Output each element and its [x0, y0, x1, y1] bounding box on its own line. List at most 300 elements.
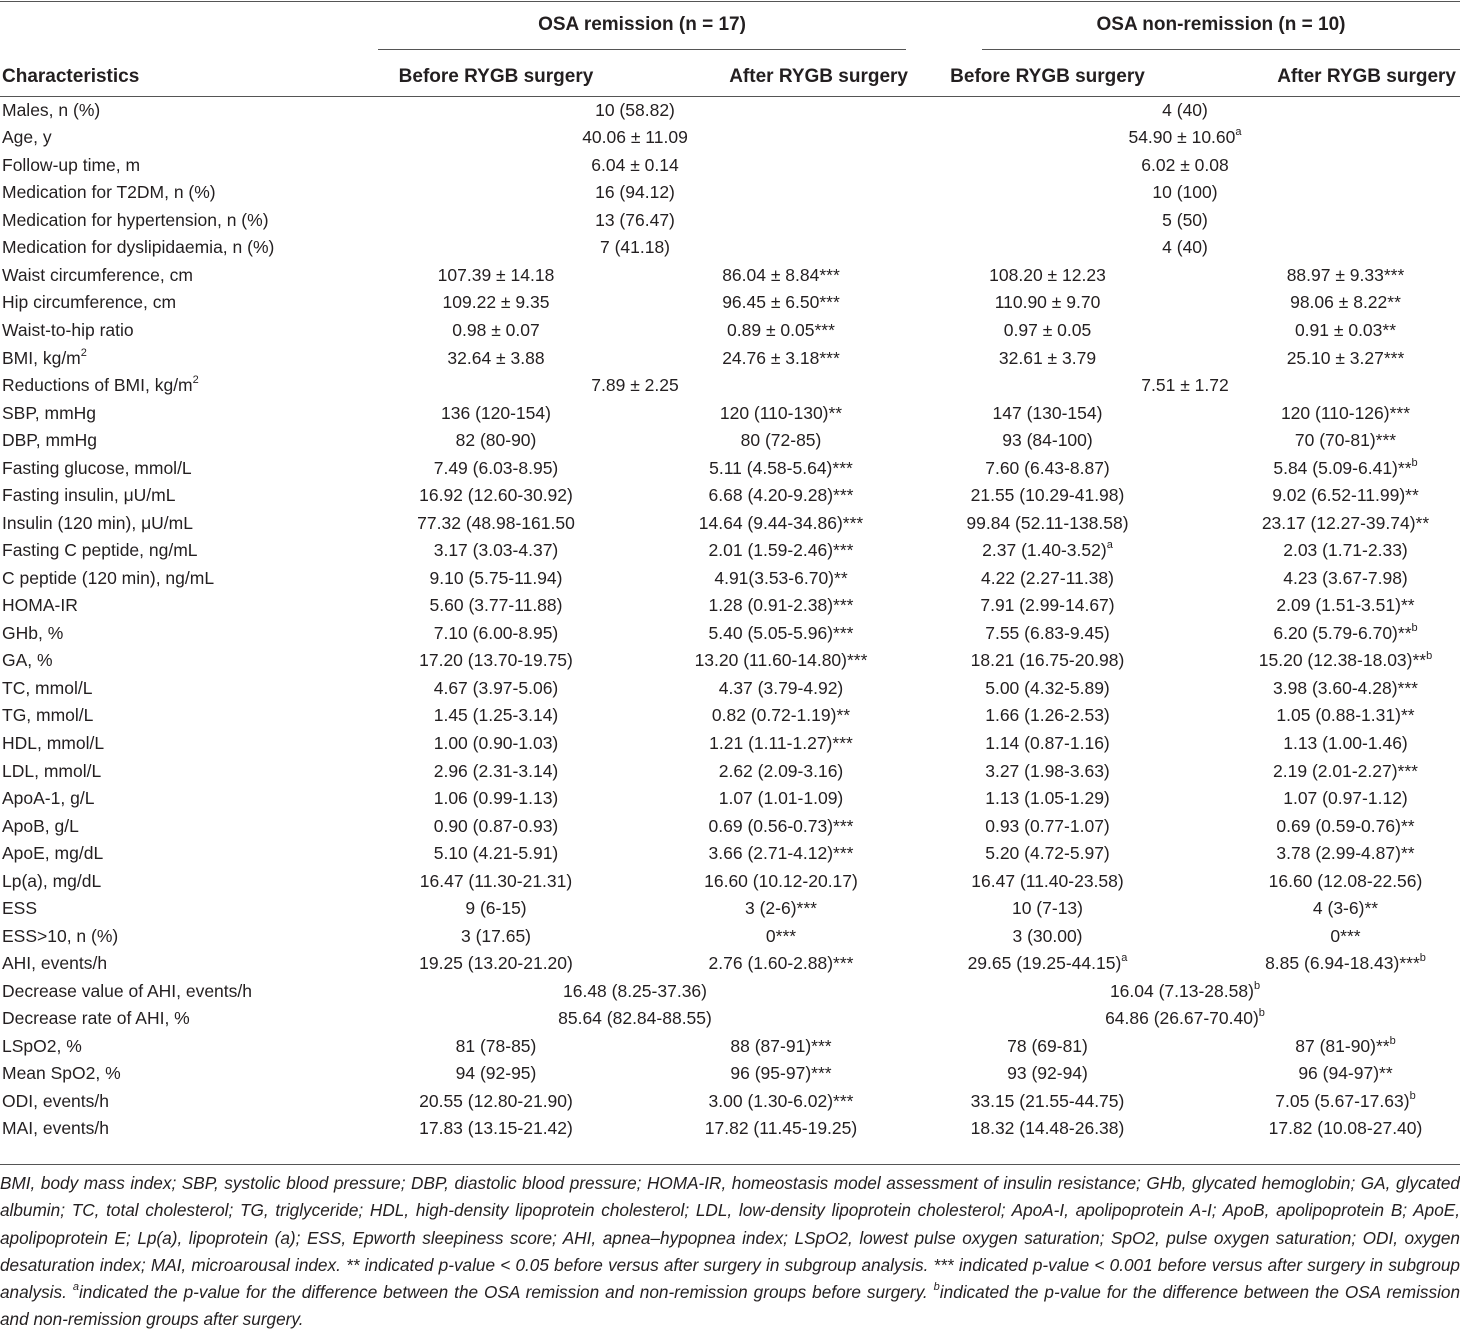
non-remission-after-cell [1185, 647, 1460, 675]
remission-after-cell-value: 24.76 ± 3.18*** [722, 347, 840, 368]
remission-before-cell-value: 81 (78-85) [455, 1035, 537, 1056]
remission-before-cell-value: 2.96 (2.31-3.14) [433, 760, 559, 781]
row-label [0, 537, 360, 565]
remission-before-cell [360, 784, 632, 812]
table-row [0, 1060, 1460, 1088]
table-row [0, 179, 1460, 207]
remission-after-cell-value: 3.00 (1.30-6.02)*** [708, 1090, 854, 1111]
non-remission-after-cell-value: 98.06 ± 8.22** [1290, 292, 1401, 313]
remission-before-cell [360, 426, 632, 454]
remission-before-cell [360, 481, 632, 509]
non-remission-after-cell [1185, 812, 1460, 840]
row-label [0, 344, 360, 372]
row-label-text: Insulin (120 min), μU/mL [2, 512, 193, 533]
non-remission-before-cell [910, 261, 1185, 289]
table-row [0, 647, 1460, 675]
non-remission-after-cell-value: 6.20 (5.79-6.70)** [1273, 622, 1412, 643]
row-label-text: ApoA-1, g/L [2, 788, 95, 809]
remission-after-cell-value: 96 (95-97)*** [730, 1063, 832, 1084]
remission-before-cell-value: 1.00 (0.90-1.03) [433, 732, 559, 753]
non-remission-before-cell-value: 33.15 (21.55-44.75) [970, 1090, 1125, 1111]
non-remission-after-cell-superscript: b [1409, 1090, 1416, 1103]
remission-before-cell [360, 564, 632, 592]
non-remission-before-cell [910, 1115, 1185, 1143]
non-remission-after-cell-value: 15.20 (12.38-18.03)** [1258, 650, 1427, 671]
remission-before-cell-value: 3 (17.65) [460, 925, 532, 946]
row-label-text: Fasting glucose, mmol/L [2, 457, 192, 478]
remission-after-cell-value: 13.20 (11.60-14.80)*** [694, 650, 868, 671]
row-label [0, 702, 360, 730]
non-remission-after-cell-value: 3.78 (2.99-4.87)** [1276, 843, 1415, 864]
non-remission-merged-cell-superscript: a [1235, 126, 1242, 139]
remission-before-cell [360, 702, 632, 730]
remission-before-cell [360, 344, 632, 372]
remission-after-cell [632, 1060, 910, 1088]
remission-before-cell [360, 619, 632, 647]
remission-before-cell [360, 922, 632, 950]
non-remission-after-cell [1185, 867, 1460, 895]
table-row [0, 481, 1460, 509]
non-remission-after-cell-value: 4 (3-6)** [1312, 898, 1379, 919]
row-label-text: ApoE, mg/dL [2, 843, 104, 864]
non-remission-after-cell-superscript: b [1389, 1035, 1396, 1047]
non-remission-before-cell-value: 93 (92-94) [1007, 1063, 1088, 1084]
non-remission-after-cell [1185, 481, 1460, 509]
non-remission-after-cell [1185, 619, 1460, 647]
characteristics-table [0, 58, 1460, 1142]
table-row [0, 894, 1460, 922]
remission-after-cell-value: 0*** [765, 925, 797, 946]
row-label [0, 261, 360, 289]
remission-after-cell-value: 4.91(3.53-6.70)** [714, 567, 848, 588]
column-header-row [0, 58, 1460, 96]
non-remission-before-cell-superscript: a [1121, 952, 1128, 965]
non-remission-before-cell-value: 10 (7-13) [1011, 898, 1083, 919]
table-row [0, 206, 1460, 234]
remission-merged-cell-value: 6.04 ± 0.14 [591, 154, 679, 175]
row-label [0, 619, 360, 647]
remission-before-cell-value: 7.49 (6.03-8.95) [433, 457, 559, 478]
remission-before-cell [360, 894, 632, 922]
row-label-text: Waist-to-hip ratio [2, 320, 134, 341]
remission-before-cell [360, 454, 632, 482]
non-remission-after-cell-superscript: b [1426, 649, 1433, 662]
remission-before-cell [360, 509, 632, 537]
remission-before-cell [360, 647, 632, 675]
non-remission-after-cell [1185, 344, 1460, 372]
non-remission-after-cell [1185, 894, 1460, 922]
remission-before-cell [360, 1115, 632, 1143]
row-label-text: Medication for T2DM, n (%) [2, 182, 216, 203]
remission-before-cell [360, 261, 632, 289]
row-label-text: Mean SpO2, % [2, 1063, 121, 1084]
non-remission-after-cell-value: 2.09 (1.51-3.51)** [1276, 595, 1415, 616]
group-header-non-remission: OSA non-remission (n = 10) [1096, 14, 1346, 35]
remission-after-cell [632, 481, 910, 509]
non-remission-merged-cell-value: 5 (50) [1162, 209, 1208, 230]
row-label-text: Age, y [2, 127, 52, 148]
remission-before-cell [360, 839, 632, 867]
remission-before-cell [360, 1087, 632, 1115]
non-remission-before-cell [910, 757, 1185, 785]
remission-after-cell-value: 3 (2-6)*** [745, 898, 817, 919]
remission-merged-cell-value: 13 (76.47) [595, 209, 675, 230]
non-remission-merged-cell [910, 96, 1460, 124]
row-label [0, 977, 360, 1005]
remission-after-cell-value: 1.21 (1.11-1.27)*** [709, 732, 853, 753]
non-remission-before-cell [910, 894, 1185, 922]
non-remission-before-cell [910, 344, 1185, 372]
remission-before-cell [360, 867, 632, 895]
row-label-text: BMI, kg/m [2, 347, 81, 368]
remission-after-cell-value: 3.66 (2.71-4.12)*** [708, 843, 854, 864]
non-remission-after-cell-value: 96 (94-97)** [1298, 1063, 1393, 1084]
non-remission-before-cell-value: 0.93 (0.77-1.07) [985, 815, 1110, 836]
remission-merged-cell [360, 124, 910, 152]
remission-before-cell-value: 109.22 ± 9.35 [442, 292, 550, 313]
remission-before-cell-value: 17.83 (13.15-21.42) [419, 1118, 573, 1139]
row-label [0, 839, 360, 867]
row-label [0, 206, 360, 234]
row-label-text: Males, n (%) [2, 99, 101, 120]
non-remission-before-cell [910, 316, 1185, 344]
remission-merged-cell [360, 234, 910, 262]
non-remission-after-cell [1185, 784, 1460, 812]
table-row [0, 537, 1460, 565]
remission-merged-cell [360, 96, 910, 124]
remission-after-cell [632, 454, 910, 482]
column-header-non-remission-after: After RYGB surgery [1277, 66, 1456, 87]
non-remission-before-cell [910, 839, 1185, 867]
non-remission-before-cell [910, 647, 1185, 675]
row-label-text: LDL, mmol/L [2, 760, 102, 781]
non-remission-after-cell-value: 3.98 (3.60-4.28)*** [1273, 677, 1418, 698]
row-label [0, 1115, 360, 1143]
non-remission-after-cell [1185, 702, 1460, 730]
non-remission-merged-cell-value: 4 (40) [1162, 99, 1208, 120]
remission-after-cell [632, 509, 910, 537]
row-label-text: HOMA-IR [2, 595, 78, 616]
row-label-text: ESS>10, n (%) [2, 925, 119, 946]
table-row [0, 564, 1460, 592]
remission-merged-cell-value: 16.48 (8.25-37.36) [563, 980, 707, 1001]
non-remission-after-cell-superscript: b [1411, 622, 1418, 635]
row-label-text: Fasting C peptide, ng/mL [2, 540, 198, 561]
non-remission-merged-cell-value: 4 (40) [1162, 237, 1208, 258]
non-remission-after-cell [1185, 1115, 1460, 1143]
row-label-text: HDL, mmol/L [2, 732, 105, 753]
non-remission-before-cell [910, 537, 1185, 565]
remission-before-cell [360, 812, 632, 840]
footnote-a-marker: a [72, 1281, 79, 1294]
row-label-text: C peptide (120 min), ng/mL [2, 567, 215, 588]
non-remission-before-cell [910, 702, 1185, 730]
top-rule [0, 1, 1460, 2]
remission-after-cell-value: 16.60 (10.12-20.17) [704, 870, 858, 891]
non-remission-before-cell [910, 1060, 1185, 1088]
remission-before-cell-value: 16.92 (12.60-30.92) [419, 485, 573, 506]
non-remission-before-cell-value: 93 (84-100) [1002, 430, 1093, 451]
non-remission-after-cell-value: 1.13 (1.00-1.46) [1283, 732, 1408, 753]
table-row [0, 619, 1460, 647]
non-remission-before-cell-value: 110.90 ± 9.70 [994, 292, 1101, 313]
row-label-text: Medication for hypertension, n (%) [2, 209, 269, 230]
table-row [0, 371, 1460, 399]
row-label [0, 564, 360, 592]
remission-after-cell [632, 702, 910, 730]
non-remission-before-cell [910, 509, 1185, 537]
remission-after-cell [632, 592, 910, 620]
remission-after-cell-value: 88 (87-91)*** [730, 1035, 832, 1056]
table-row [0, 922, 1460, 950]
table-row [0, 812, 1460, 840]
non-remission-after-cell [1185, 426, 1460, 454]
non-remission-merged-cell [910, 977, 1460, 1005]
remission-after-cell [632, 894, 910, 922]
remission-after-cell [632, 1032, 910, 1060]
non-remission-before-cell-value: 5.00 (4.32-5.89) [985, 677, 1110, 698]
remission-merged-cell-value: 10 (58.82) [595, 99, 675, 120]
non-remission-before-cell-value: 1.66 (1.26-2.53) [985, 705, 1110, 726]
remission-after-cell-value: 5.11 (4.58-5.64)*** [709, 457, 853, 478]
non-remission-after-cell [1185, 316, 1460, 344]
non-remission-after-cell-value: 4.23 (3.67-7.98) [1283, 567, 1408, 588]
column-header-remission-after: After RYGB surgery [729, 66, 908, 87]
remission-before-cell-value: 9.10 (5.75-11.94) [429, 567, 563, 588]
remission-merged-cell-value: 16 (94.12) [595, 182, 675, 203]
remission-after-cell [632, 261, 910, 289]
non-remission-after-cell [1185, 922, 1460, 950]
row-label-superscript: 2 [192, 374, 199, 387]
remission-after-cell [632, 316, 910, 344]
remission-merged-cell [360, 179, 910, 207]
non-remission-after-cell-value: 9.02 (6.52-11.99)** [1272, 485, 1419, 506]
row-label-text: AHI, events/h [2, 953, 108, 974]
remission-before-cell-value: 107.39 ± 14.18 [437, 264, 555, 285]
remission-before-cell [360, 1060, 632, 1088]
non-remission-before-cell [910, 592, 1185, 620]
remission-after-cell [632, 289, 910, 317]
remission-after-cell [632, 619, 910, 647]
remission-after-cell-value: 4.37 (3.79-4.92) [718, 677, 844, 698]
non-remission-before-cell-superscript: a [1106, 539, 1113, 552]
remission-before-cell-value: 3.17 (3.03-4.37) [433, 540, 559, 561]
non-remission-before-cell [910, 619, 1185, 647]
table-row [0, 757, 1460, 785]
non-remission-after-cell-value: 23.17 (12.27-39.74)** [1261, 512, 1430, 533]
row-label-text: DBP, mmHg [2, 430, 97, 451]
group-header-remission: OSA remission (n = 17) [538, 14, 746, 35]
group-rule-non-remission [982, 49, 1460, 50]
non-remission-after-cell-value: 1.07 (0.97-1.12) [1283, 788, 1408, 809]
remission-before-cell-value: 17.20 (13.70-19.75) [419, 650, 573, 671]
remission-after-cell [632, 839, 910, 867]
row-label-text: Decrease rate of AHI, % [2, 1008, 190, 1029]
non-remission-after-cell [1185, 592, 1460, 620]
non-remission-before-cell [910, 674, 1185, 702]
row-label [0, 454, 360, 482]
row-label [0, 124, 360, 152]
remission-merged-cell-value: 7.89 ± 2.25 [591, 375, 679, 396]
table-footnote [0, 1170, 1460, 1334]
remission-after-cell [632, 1087, 910, 1115]
non-remission-after-cell-value: 5.84 (5.09-6.41)** [1273, 457, 1412, 478]
non-remission-before-cell-value: 0.97 ± 0.05 [1003, 320, 1092, 341]
remission-after-cell-value: 0.69 (0.56-0.73)*** [708, 815, 854, 836]
remission-before-cell [360, 289, 632, 317]
remission-after-cell [632, 812, 910, 840]
remission-before-cell-value: 7.10 (6.00-8.95) [433, 622, 559, 643]
remission-before-cell-value: 9 (6-15) [465, 898, 527, 919]
non-remission-after-cell-value: 0.91 ± 0.03** [1294, 320, 1397, 341]
table-row [0, 234, 1460, 262]
non-remission-after-cell-value: 2.19 (2.01-2.27)*** [1273, 760, 1418, 781]
non-remission-merged-cell-superscript: b [1253, 979, 1261, 992]
column-header-characteristics: Characteristics [2, 66, 140, 87]
remission-before-cell-value: 5.60 (3.77-11.88) [429, 595, 563, 616]
non-remission-before-cell [910, 399, 1185, 427]
row-label [0, 1005, 360, 1033]
column-header-non-remission-before: Before RYGB surgery [950, 66, 1145, 87]
row-label [0, 784, 360, 812]
non-remission-after-cell [1185, 261, 1460, 289]
row-label-text: ODI, events/h [2, 1090, 109, 1111]
table-row [0, 344, 1460, 372]
group-rule-remission [378, 49, 906, 50]
table-row [0, 674, 1460, 702]
remission-after-cell [632, 757, 910, 785]
non-remission-after-cell [1185, 674, 1460, 702]
remission-before-cell [360, 316, 632, 344]
header-rule [0, 96, 1460, 97]
non-remission-before-cell [910, 1087, 1185, 1115]
table-row [0, 426, 1460, 454]
row-label-superscript: 2 [80, 346, 87, 359]
row-label [0, 674, 360, 702]
table-row [0, 151, 1460, 179]
table-row [0, 592, 1460, 620]
non-remission-merged-cell-value: 16.04 (7.13-28.58) [1109, 980, 1254, 1001]
table-row [0, 784, 1460, 812]
row-label [0, 316, 360, 344]
row-label-text: Lp(a), mg/dL [2, 870, 102, 891]
remission-after-cell-value: 0.82 (0.72-1.19)** [711, 705, 851, 726]
remission-merged-cell-value: 7 (41.18) [599, 237, 671, 258]
non-remission-before-cell-value: 99.84 (52.11-138.58) [966, 512, 1129, 533]
non-remission-merged-cell-superscript: b [1258, 1007, 1265, 1020]
remission-merged-cell [360, 977, 910, 1005]
non-remission-before-cell-value: 1.13 (1.05-1.29) [985, 788, 1110, 809]
remission-after-cell-value: 0.89 ± 0.05*** [727, 320, 835, 341]
row-label [0, 894, 360, 922]
non-remission-merged-cell [910, 151, 1460, 179]
row-label-text: LSpO2, % [2, 1035, 82, 1056]
non-remission-after-cell [1185, 537, 1460, 565]
remission-before-cell-value: 19.25 (13.20-21.20) [419, 953, 573, 974]
non-remission-before-cell-value: 18.32 (14.48-26.38) [970, 1118, 1125, 1139]
non-remission-before-cell-value: 16.47 (11.40-23.58) [971, 870, 1124, 891]
table-body [0, 96, 1460, 1142]
remission-after-cell [632, 399, 910, 427]
remission-after-cell-value: 2.62 (2.09-3.16) [718, 760, 844, 781]
table-row [0, 949, 1460, 977]
remission-before-cell-value: 16.47 (11.30-21.31) [419, 870, 573, 891]
footnote-abbreviations: BMI, body mass index; SBP, systolic blood pressure; DBP, diastolic blood pressure; HOMA-IR, homeostasis model assessment of insulin resistance; GHb, glycated hemoglobin; GA, glycated albumin; TC, total cholesterol; TG, triglyceride; HDL, high-density lipoprotein cholesterol; LDL, low-density lipoprotein cholesterol; ApoA-I, apolipoprotein A-I; ApoB, apolipoprotein B; ApoE, apolipoprotein E; Lp(a), lipoprotein (a); ESS, Epworth sleepiness score; AHI, apnea–hypopnea index; LSpO2, lowest pulse oxygen saturation; SpO2, pulse oxygen saturation; ODI, oxygen desaturation index; MAI, microarousal index. ** indicated p-value < 0.05 before versus after surgery in subgroup analysis. *** indicated p-value < 0.001 before versus after surgery in subgroup analysis. [0, 1173, 1460, 1303]
non-remission-before-cell-value: 32.61 ± 3.79 [998, 347, 1097, 368]
row-label-text: Fasting insulin, μU/mL [2, 485, 176, 506]
non-remission-merged-cell-value: 54.90 ± 10.60 [1128, 127, 1236, 148]
remission-after-cell [632, 922, 910, 950]
non-remission-merged-cell [910, 124, 1460, 152]
table-row [0, 839, 1460, 867]
non-remission-before-cell [910, 922, 1185, 950]
non-remission-after-cell-value: 17.82 (10.08-27.40) [1268, 1118, 1423, 1139]
remission-after-cell-value: 6.68 (4.20-9.28)*** [708, 485, 854, 506]
remission-after-cell-value: 1.28 (0.91-2.38)*** [708, 595, 854, 616]
remission-before-cell [360, 949, 632, 977]
table-row [0, 1005, 1460, 1033]
non-remission-after-cell-superscript: b [1419, 952, 1426, 965]
non-remission-merged-cell [910, 179, 1460, 207]
remission-after-cell-value: 2.76 (1.60-2.88)*** [708, 953, 854, 974]
table-row [0, 867, 1460, 895]
row-label [0, 1087, 360, 1115]
non-remission-before-cell-value: 7.55 (6.83-9.45) [985, 622, 1110, 643]
non-remission-before-cell-value: 2.37 (1.40-3.52) [982, 540, 1107, 561]
non-remission-before-cell [910, 564, 1185, 592]
row-label-text: Medication for dyslipidaemia, n (%) [2, 237, 275, 258]
non-remission-after-cell-value: 120 (110-126)*** [1280, 402, 1411, 423]
row-label-text: GA, % [2, 650, 53, 671]
row-label [0, 509, 360, 537]
non-remission-after-cell-value: 25.10 ± 3.27*** [1286, 347, 1405, 368]
bottom-rule [0, 1164, 1460, 1165]
row-label [0, 812, 360, 840]
non-remission-merged-cell-value: 6.02 ± 0.08 [1141, 154, 1229, 175]
remission-before-cell [360, 674, 632, 702]
remission-after-cell [632, 949, 910, 977]
table-row [0, 1115, 1460, 1143]
row-label [0, 1032, 360, 1060]
non-remission-before-cell-value: 21.55 (10.29-41.98) [970, 485, 1125, 506]
non-remission-after-cell [1185, 729, 1460, 757]
remission-after-cell-value: 96.45 ± 6.50*** [722, 292, 840, 313]
remission-after-cell [632, 784, 910, 812]
row-label-text: Follow-up time, m [2, 154, 141, 175]
remission-after-cell-value: 120 (110-130)** [719, 402, 843, 423]
non-remission-after-cell-value: 2.03 (1.71-2.33) [1283, 540, 1408, 561]
row-label [0, 289, 360, 317]
remission-after-cell [632, 729, 910, 757]
non-remission-after-cell [1185, 399, 1460, 427]
remission-before-cell-value: 0.90 (0.87-0.93) [433, 815, 559, 836]
remission-after-cell [632, 1115, 910, 1143]
row-label [0, 592, 360, 620]
table-row [0, 289, 1460, 317]
remission-merged-cell [360, 371, 910, 399]
table-row [0, 96, 1460, 124]
remission-after-cell-value: 14.64 (9.44-34.86)*** [698, 512, 864, 533]
non-remission-after-cell-value: 0*** [1330, 925, 1361, 946]
non-remission-after-cell-value: 88.97 ± 9.33*** [1286, 264, 1405, 285]
remission-before-cell [360, 729, 632, 757]
remission-before-cell [360, 592, 632, 620]
remission-before-cell-value: 5.10 (4.21-5.91) [433, 843, 559, 864]
table-row [0, 977, 1460, 1005]
remission-after-cell [632, 647, 910, 675]
non-remission-merged-cell [910, 234, 1460, 262]
remission-after-cell-value: 17.82 (11.45-19.25) [704, 1118, 858, 1139]
